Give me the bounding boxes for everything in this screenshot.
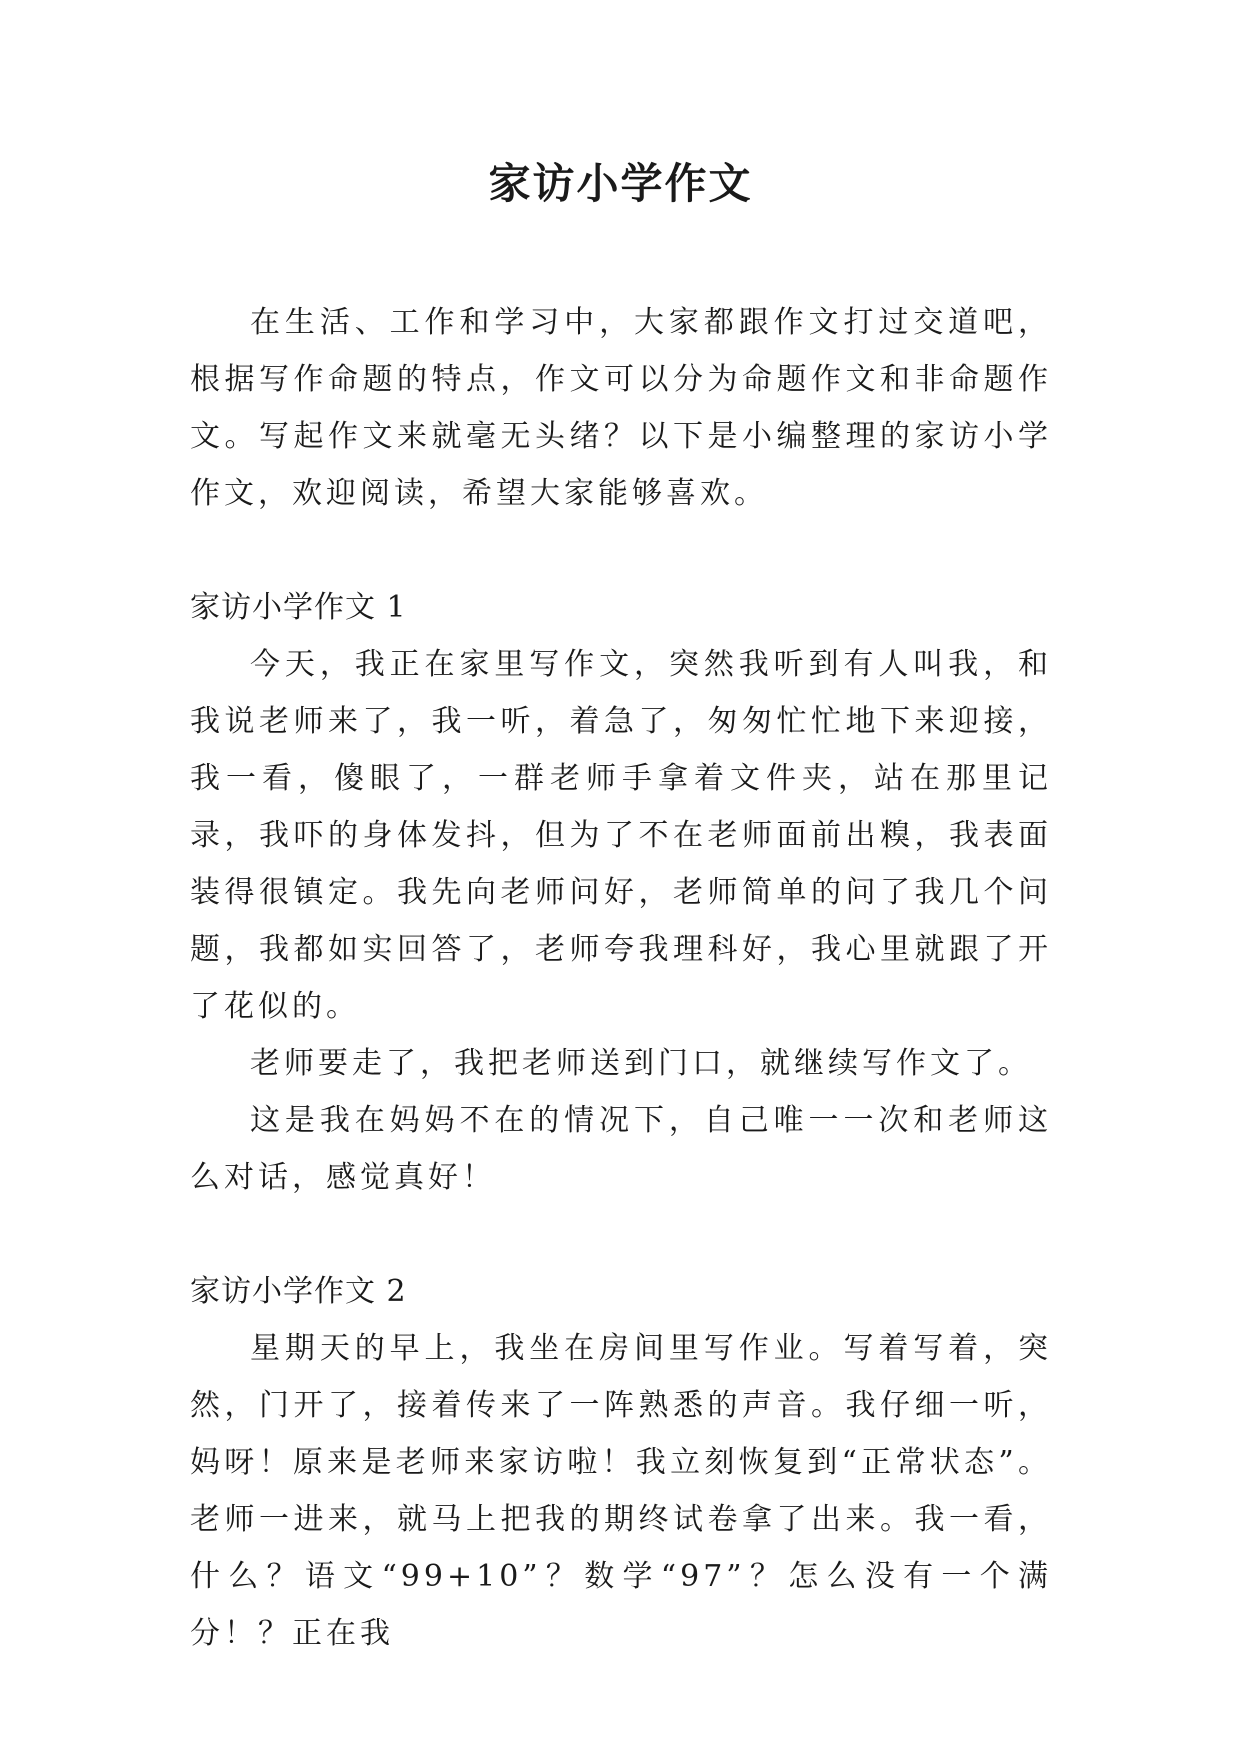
section-1-paragraph-1: 今天，我正在家里写作文，突然我听到有人叫我，和我说老师来了，我一听，着急了，匆匆忙忙地下来迎接，我一看，傻眼了，一群老师手拿着文件夹，站在那里记录，我吓的身体发抖，但为了不在老师面前出糗，我表面装得很镇定。我先向老师问好，老师简单的问了我几个问题，我都如实回答了，老师夸我理科好，我心里就跟了开了花似的。 bbox=[190, 647, 1052, 1024]
document-title: 家访小学作文 bbox=[488, 159, 753, 208]
spacer bbox=[190, 1206, 1052, 1263]
intro-paragraph: 在生活、工作和学习中，大家都跟作文打过交道吧，根据写作命题的特点，作文可以分为命题作文和非命题作文。写起作文来就毫无头绪？以下是小编整理的家访小学作文，欢迎阅读，希望大家能够喜欢。 bbox=[190, 305, 1052, 511]
document-body bbox=[190, 294, 1052, 1662]
spacer bbox=[190, 522, 1052, 579]
section-1-paragraph-2: 老师要走了，我把老师送到门口，就继续写作文了。 bbox=[250, 1046, 1032, 1081]
section-1-paragraph-3: 这是我在妈妈不在的情况下，自己唯一一次和老师这么对话，感觉真好！ bbox=[190, 1103, 1052, 1195]
section-heading-1: 家访小学作文 1 bbox=[190, 590, 407, 625]
section-2-paragraph-1: 星期天的早上，我坐在房间里写作业。写着写着，突然，门开了，接着传来了一阵熟悉的声音。我仔细一听，妈呀！原来是老师来家访啦！我立刻恢复到“正常状态”。老师一进来，就马上把我的期终试卷拿了出来。我一看，什么？语文“99+10”？数学“97”？怎么没有一个满分！？正在我 bbox=[190, 1331, 1052, 1651]
section-heading-2: 家访小学作文 2 bbox=[190, 1274, 407, 1309]
